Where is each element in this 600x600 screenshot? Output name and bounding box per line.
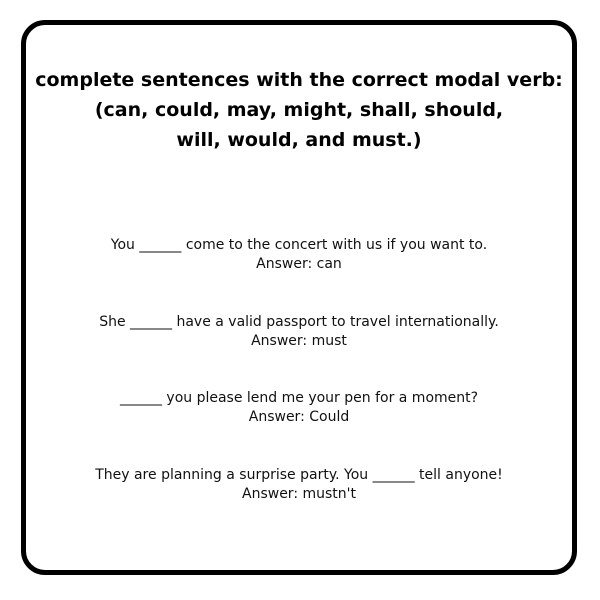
worksheet-card [21,20,577,575]
question-answer: Answer: must [251,333,347,349]
question-item [26,466,572,504]
question-sentence: You ______ come to the concert with us if you want to. [110,237,488,253]
title-line-3: will, would, and must.) [176,129,422,151]
title-line-2: (can, could, may, might, shall, should, [94,99,504,121]
question-item [26,313,572,351]
worksheet-title [26,65,572,155]
question-answer: Answer: can [256,256,342,272]
question-sentence: ______ you please lend me your pen for a moment? [119,390,479,406]
question-item [26,389,572,427]
question-sentence: She ______ have a valid passport to travel internationally. [99,314,499,330]
question-item [26,236,572,274]
title-line-1: complete sentences with the correct modal verb: [35,69,563,91]
question-answer: Answer: Could [248,409,350,425]
question-sentence: They are planning a surprise party. You ______ tell anyone! [95,467,503,483]
question-answer: Answer: mustn't [242,486,356,502]
